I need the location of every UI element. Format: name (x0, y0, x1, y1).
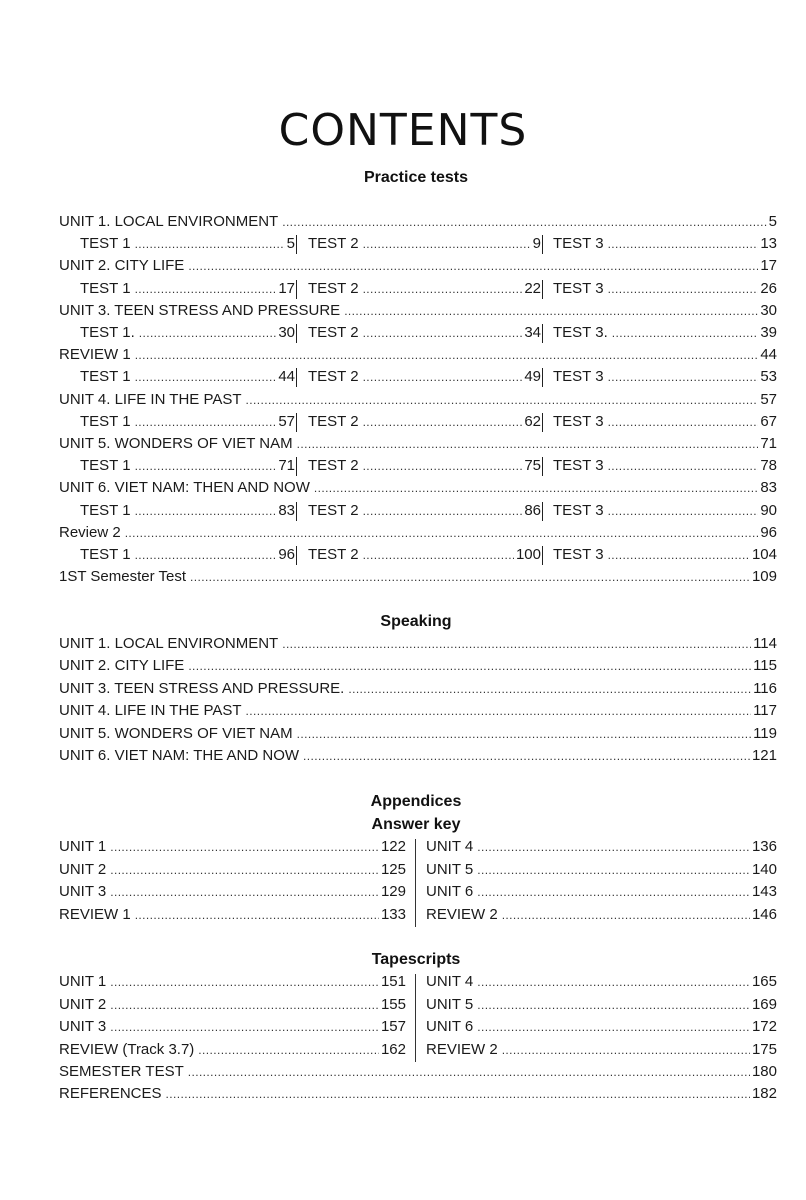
page-number: 44 (278, 368, 295, 386)
page-number: 182 (751, 1085, 777, 1102)
dot-leader (110, 860, 379, 880)
column-separator (296, 502, 297, 521)
page-number: 169 (751, 995, 777, 1013)
entry-label: UNIT 3. TEEN STRESS AND PRESSURE (59, 301, 341, 319)
dot-leader (477, 995, 750, 1015)
unit-entry[interactable] (59, 212, 777, 232)
test-entry[interactable] (80, 545, 295, 565)
tapescript-entry[interactable] (59, 1017, 406, 1037)
column-separator (542, 502, 543, 521)
entry-label: UNIT 2. CITY LIFE (59, 257, 185, 275)
dot-leader (363, 456, 523, 476)
entry-label: UNIT 6 (426, 1018, 474, 1035)
answer-key-entry[interactable] (426, 860, 777, 880)
tapescripts-heading: Tapescripts (371, 951, 461, 968)
answer-key-heading: Answer key (371, 816, 461, 833)
entry-label: TEST 3 (553, 368, 604, 386)
entry-label: TEST 1 (80, 368, 131, 386)
entry-label: SEMESTER TEST (59, 1063, 184, 1080)
dot-leader (135, 234, 285, 254)
dot-leader (363, 545, 514, 565)
dot-leader (135, 545, 277, 565)
answer-key-entry[interactable] (59, 860, 406, 880)
page-number: 162 (380, 1040, 406, 1058)
dot-leader (135, 412, 277, 432)
page-number: 22 (524, 279, 541, 297)
page-number: 17 (278, 279, 295, 297)
tapescript-entry[interactable] (59, 1040, 406, 1060)
test-entry[interactable] (553, 501, 777, 521)
entry-label: UNIT 1 (59, 973, 107, 990)
entry-label: TEST 2 (308, 368, 359, 386)
tapescript-entry[interactable] (59, 972, 406, 992)
page-number: 44 (760, 346, 777, 364)
tapescript-entry[interactable] (426, 972, 777, 992)
dot-leader (363, 412, 523, 432)
page-number: 39 (760, 324, 777, 341)
test-entry[interactable] (80, 323, 295, 343)
page-number: 13 (760, 235, 777, 253)
dot-leader (502, 905, 750, 925)
test-entry[interactable] (308, 456, 541, 476)
dot-leader (135, 456, 277, 476)
entry-label: TEST 3 (553, 457, 604, 475)
dot-leader (125, 523, 759, 543)
test-entry[interactable] (308, 545, 541, 565)
entry-label: UNIT 2 (59, 860, 107, 878)
entry-label: UNIT 5. WONDERS OF VIET NAM (59, 435, 293, 452)
entry-label: UNIT 2. CITY LIFE (59, 657, 185, 675)
entry-label: UNIT 4 (426, 838, 474, 855)
references-row[interactable] (59, 1084, 777, 1104)
unit-entry[interactable] (59, 434, 777, 454)
page-number: 57 (760, 390, 777, 408)
entry-label: TEST 1 (80, 546, 131, 563)
test-entry[interactable] (80, 456, 295, 476)
entry-label: UNIT 4. LIFE IN THE PAST (59, 702, 242, 720)
entry-label: TEST 1 (80, 279, 131, 297)
dot-leader (344, 301, 758, 321)
test-entry[interactable] (308, 412, 541, 432)
test-entry[interactable] (80, 234, 295, 254)
test-entry[interactable] (553, 234, 777, 254)
page-number: 180 (751, 1063, 777, 1080)
page-number: 96 (278, 546, 295, 563)
tapescript-entry[interactable] (426, 1040, 777, 1060)
dot-leader (135, 501, 277, 521)
dot-leader (608, 279, 759, 299)
page-number: 172 (751, 1018, 777, 1035)
page-number: 30 (760, 301, 777, 319)
dot-leader (135, 905, 379, 925)
dot-leader (110, 972, 379, 992)
semester-test-row[interactable] (59, 1062, 777, 1082)
page-number: 114 (753, 635, 777, 652)
dot-leader (166, 1084, 750, 1104)
column-separator (296, 280, 297, 299)
page-number: 155 (380, 995, 406, 1013)
entry-label: TEST 2 (308, 457, 359, 475)
page-number: 125 (380, 860, 406, 878)
entry-label: REVIEW 2 (426, 1040, 498, 1058)
entry-label: UNIT 1 (59, 838, 107, 855)
entry-label: UNIT 6 (426, 883, 474, 900)
entry-label: UNIT 6. VIET NAM: THEN AND NOW (59, 479, 310, 497)
page-number: 26 (760, 279, 777, 297)
page-number: 30 (278, 324, 295, 341)
page-number: 119 (753, 724, 777, 742)
entry-label: UNIT 6. VIET NAM: THE AND NOW (59, 747, 300, 764)
column-separator (542, 280, 543, 299)
dot-leader (198, 1040, 379, 1060)
dot-leader (139, 323, 277, 343)
entry-label: UNIT 3 (59, 883, 107, 900)
entry-label: TEST 1 (80, 457, 131, 475)
speaking-heading: Speaking (380, 613, 452, 630)
page-number: 71 (278, 457, 295, 475)
dot-leader (608, 501, 759, 521)
dot-leader (110, 1017, 379, 1037)
page-title: CONTENTS (278, 105, 528, 156)
dot-leader (135, 279, 277, 299)
dot-leader (348, 679, 751, 699)
dot-leader (188, 1062, 750, 1082)
page-number: 116 (753, 679, 777, 697)
answer-key-entry[interactable] (59, 882, 406, 902)
speaking-entry[interactable] (59, 634, 777, 654)
page-number: 115 (753, 657, 777, 675)
page-number: 90 (760, 501, 777, 519)
page-number: 96 (760, 523, 777, 541)
dot-leader (110, 995, 379, 1015)
page-number: 129 (380, 883, 406, 900)
dot-leader (282, 634, 751, 654)
entry-label: REVIEW (Track 3.7) (59, 1040, 195, 1058)
answer-key-entry[interactable] (426, 905, 777, 925)
answer-key-entry[interactable] (59, 837, 406, 857)
dot-leader (612, 323, 759, 343)
entry-label: TEST 2 (308, 546, 359, 563)
semester-test-entry[interactable] (59, 567, 777, 587)
page-number: 117 (753, 702, 777, 720)
dot-leader (188, 656, 751, 676)
dot-leader (135, 345, 759, 365)
dot-leader (297, 434, 759, 454)
answer-key-entry[interactable] (426, 837, 777, 857)
page-number: 83 (278, 501, 295, 519)
page-number: 140 (751, 860, 777, 878)
test-entry[interactable] (553, 545, 777, 565)
answer-key-entry[interactable] (426, 882, 777, 902)
entry-label: UNIT 2 (59, 995, 107, 1013)
entry-label: UNIT 3 (59, 1018, 107, 1035)
test-entry[interactable] (308, 234, 541, 254)
entry-label: Review 2 (59, 523, 121, 541)
entry-label: TEST 2 (308, 235, 359, 253)
page-number: 71 (760, 435, 777, 452)
entry-label: TEST 1. (80, 324, 135, 341)
test-entry[interactable] (308, 323, 541, 343)
dot-leader (477, 882, 750, 902)
page-number: 83 (760, 479, 777, 497)
dot-leader (477, 837, 750, 857)
entry-label: REFERENCES (59, 1085, 162, 1102)
speaking-entry[interactable] (59, 656, 777, 676)
page-number: 62 (524, 412, 541, 430)
column-separator (542, 457, 543, 476)
column-divider (415, 839, 416, 927)
page-number: 175 (751, 1040, 777, 1058)
test-entry[interactable] (553, 456, 777, 476)
dot-leader (608, 234, 759, 254)
dot-leader (188, 256, 758, 276)
speaking-entry[interactable] (59, 679, 777, 699)
page-number: 5 (768, 213, 777, 230)
tapescript-entry[interactable] (426, 995, 777, 1015)
page-number: 165 (751, 973, 777, 990)
page-number: 133 (380, 905, 406, 923)
page-number: 75 (524, 457, 541, 475)
entry-label: TEST 3 (553, 279, 604, 297)
unit-entry[interactable] (59, 478, 777, 498)
column-divider (415, 974, 416, 1062)
column-separator (542, 324, 543, 343)
entry-label: TEST 1 (80, 501, 131, 519)
column-separator (296, 413, 297, 432)
entry-label: UNIT 5 (426, 995, 474, 1013)
unit-entry[interactable] (59, 301, 777, 321)
column-separator (542, 413, 543, 432)
dot-leader (363, 501, 523, 521)
test-entry[interactable] (308, 279, 541, 299)
entry-label: UNIT 3. TEEN STRESS AND PRESSURE. (59, 679, 345, 697)
page-number: 121 (751, 747, 777, 764)
page-number: 49 (524, 368, 541, 386)
page-number: 100 (515, 546, 541, 563)
dot-leader (477, 860, 750, 880)
dot-leader (608, 412, 759, 432)
entry-label: TEST 3 (553, 501, 604, 519)
unit-entry[interactable] (59, 390, 777, 410)
entry-label: REVIEW 2 (426, 905, 498, 923)
page-number: 122 (380, 838, 406, 855)
column-separator (296, 324, 297, 343)
entry-label: TEST 2 (308, 279, 359, 297)
column-separator (542, 368, 543, 387)
dot-leader (314, 478, 758, 498)
column-separator (296, 457, 297, 476)
dot-leader (477, 1017, 750, 1037)
dot-leader (135, 367, 277, 387)
column-separator (542, 546, 543, 565)
entry-label: UNIT 5 (426, 860, 474, 878)
entry-label: TEST 2 (308, 324, 359, 341)
dot-leader (110, 882, 379, 902)
speaking-entry[interactable] (59, 746, 777, 766)
test-entry[interactable] (80, 367, 295, 387)
entry-label: TEST 3 (553, 412, 604, 430)
dot-leader (190, 567, 750, 587)
dot-leader (608, 456, 759, 476)
dot-leader (363, 323, 523, 343)
entry-label: REVIEW 1 (59, 346, 131, 364)
test-entry[interactable] (553, 412, 777, 432)
speaking-entry[interactable] (59, 724, 777, 744)
entry-label: UNIT 1. LOCAL ENVIRONMENT (59, 213, 279, 230)
column-separator (296, 546, 297, 565)
dot-leader (363, 367, 523, 387)
unit-entry[interactable] (59, 256, 777, 276)
test-entry[interactable] (553, 367, 777, 387)
entry-label: TEST 3 (553, 235, 604, 253)
entry-label: TEST 1 (80, 235, 131, 253)
test-entry[interactable] (308, 367, 541, 387)
column-separator (296, 235, 297, 254)
dot-leader (246, 701, 752, 721)
entry-label: UNIT 4. LIFE IN THE PAST (59, 390, 242, 408)
practice-tests-heading: Practice tests (363, 169, 469, 186)
unit-entry[interactable] (59, 523, 777, 543)
dot-leader (282, 212, 766, 232)
dot-leader (303, 746, 750, 766)
page-number: 53 (760, 368, 777, 386)
page-number: 157 (380, 1018, 406, 1035)
speaking-entry[interactable] (59, 701, 777, 721)
entry-label: 1ST Semester Test (59, 568, 187, 586)
dot-leader (363, 234, 531, 254)
dot-leader (363, 279, 523, 299)
dot-leader (110, 837, 379, 857)
appendices-heading: Appendices (370, 793, 462, 810)
entry-label: TEST 2 (308, 412, 359, 430)
dot-leader (297, 724, 751, 744)
page-number: 17 (760, 257, 777, 275)
dot-leader (477, 972, 750, 992)
entry-label: TEST 1 (80, 412, 131, 430)
test-entry[interactable] (80, 501, 295, 521)
dot-leader (246, 390, 759, 410)
column-separator (542, 235, 543, 254)
page-number: 143 (751, 883, 777, 900)
test-entry[interactable] (80, 412, 295, 432)
page-number: 136 (751, 838, 777, 855)
entry-label: TEST 2 (308, 501, 359, 519)
entry-label: UNIT 4 (426, 973, 474, 990)
entry-label: TEST 3 (553, 546, 604, 563)
dot-leader (608, 545, 750, 565)
dot-leader (608, 367, 759, 387)
page-number: 104 (751, 546, 777, 563)
entry-label: TEST 3. (553, 324, 608, 341)
entry-label: REVIEW 1 (59, 905, 131, 923)
entry-label: UNIT 5. WONDERS OF VIET NAM (59, 724, 293, 742)
page-number: 146 (751, 905, 777, 923)
page-number: 109 (751, 568, 777, 586)
test-entry[interactable] (553, 279, 777, 299)
dot-leader (502, 1040, 750, 1060)
page-number: 5 (286, 235, 295, 253)
page-number: 151 (380, 973, 406, 990)
page-number: 78 (760, 457, 777, 475)
entry-label: UNIT 1. LOCAL ENVIRONMENT (59, 635, 279, 652)
test-entry[interactable] (80, 279, 295, 299)
page-number: 86 (524, 501, 541, 519)
column-separator (296, 368, 297, 387)
test-entry[interactable] (308, 501, 541, 521)
unit-entry[interactable] (59, 345, 777, 365)
page-number: 34 (524, 324, 541, 341)
page-number: 57 (278, 412, 295, 430)
page-number: 9 (532, 235, 541, 253)
tapescript-entry[interactable] (59, 995, 406, 1015)
answer-key-entry[interactable] (59, 905, 406, 925)
tapescript-entry[interactable] (426, 1017, 777, 1037)
test-entry[interactable] (553, 323, 777, 343)
page-number: 67 (760, 412, 777, 430)
